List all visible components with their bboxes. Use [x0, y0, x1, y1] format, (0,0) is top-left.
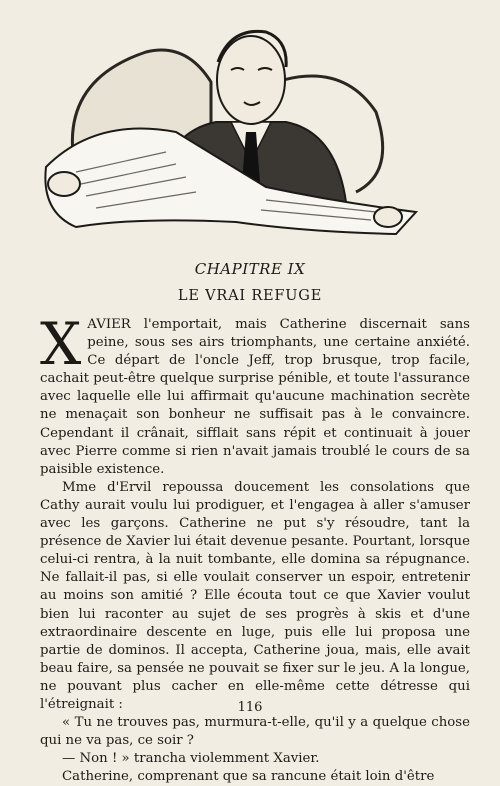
- chapter-number: CHAPITRE IX: [194, 260, 306, 278]
- page-number: 116: [237, 700, 263, 715]
- first-word-rest: AVIER: [87, 317, 131, 332]
- paragraph: Mme d'Ervil repoussa doucement les consolations que Cathy aurait voulu lui prodiguer, et l'engagea à aller s'amuser avec les garçons. Catherine ne put s'y résoudre, tant la présence de Xavier lui était devenue pesante. Pourtant, lorsque celui-ci rentra, à la nuit tombante, elle domina sa répugnance. Ne fallait-il pas, si elle voulait conserver un espoir, entretenir au moins son amitié ? Elle écouta tout ce que Xavier voulut bien lui raconter au sujet de ses progrès à skis et d'une extraordinaire descente en luge, puis elle lui proposa une partie de dominos. Il accepta, Catherine joua, mais, elle avait beau faire, sa pensée ne pouvait se fixer sur le jeu. A la longue, ne pouvant plus cacher en elle-même cette détresse qui l'étreignait :: [40, 479, 470, 712]
- right-hand: [374, 207, 402, 227]
- paragraph: Catherine, comprenant que sa rancune était loin d'être: [62, 769, 435, 785]
- paragraph: [40, 310, 470, 479]
- drop-cap: X: [40, 310, 82, 378]
- chapter-title: LE VRAI REFUGE: [177, 288, 323, 304]
- left-hand: [48, 172, 80, 196]
- man-head: [217, 36, 285, 124]
- paragraph: « Tu ne trouves pas, murmura-t-elle, qu'il y a quelque chose qui ne va pas, ce soir ?: [40, 715, 470, 749]
- chapter-illustration: [36, 22, 426, 250]
- paragraph: — Non ! » trancha violemment Xavier.: [62, 751, 320, 767]
- paragraph-text: l'emportait, mais Catherine discernait sans peine, sous ses airs triomphants, une certaine anxiété. Ce départ de l'oncle Jeff, trop brusque, trop facile, cachait peut-être quelque surprise pénible, et toute l'assurance avec laquelle elle lui affirmait qu'aucune machination secrète ne menaçait son bonheur ne suffisait pas à le convaincre. Cependant il crânait, sifflait sans répit et continuait à jouer avec Pierre comme si rien n'avait jamais troublé le cours de sa paisible existence.: [40, 317, 470, 477]
- chapter-body: [40, 310, 470, 786]
